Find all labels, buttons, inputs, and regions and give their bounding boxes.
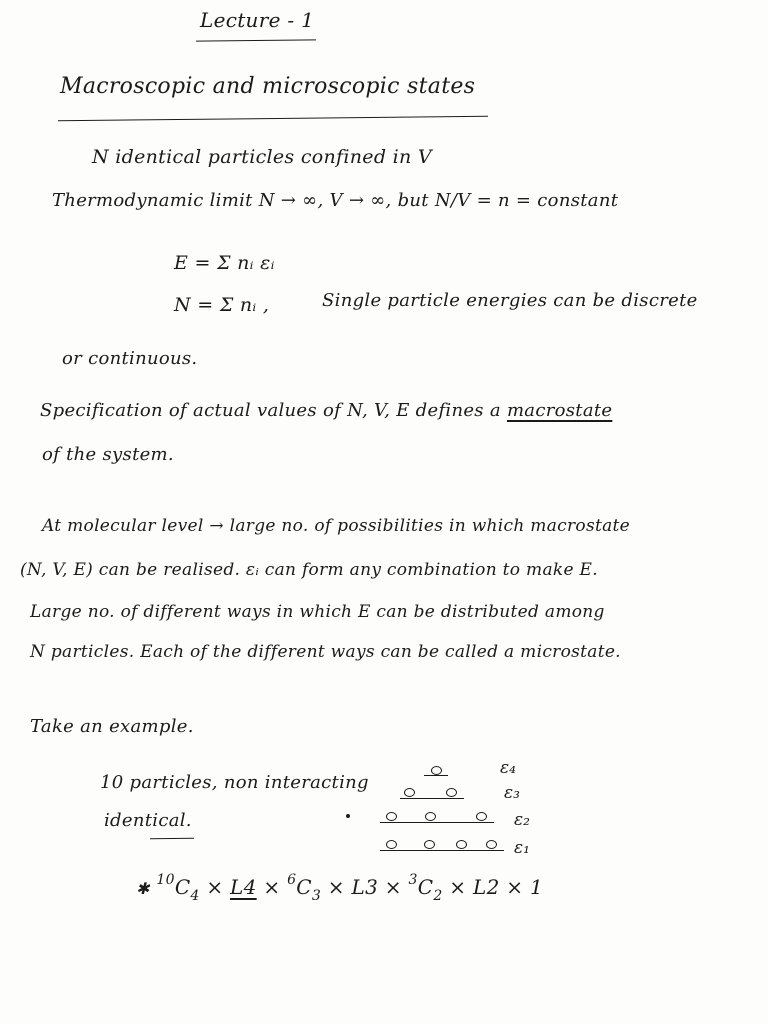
particle xyxy=(476,812,487,821)
formula-c2: C xyxy=(296,875,312,899)
example-line-1: 10 particles, non interacting xyxy=(100,772,369,793)
text-line-3: or continuous. xyxy=(62,348,198,369)
particle xyxy=(424,840,435,849)
text-line-4 xyxy=(40,400,612,421)
star-mark: ✱ xyxy=(136,879,150,898)
formula-last-term: 1 xyxy=(530,875,544,899)
energy-note: Single particle energies can be discrete xyxy=(322,290,698,311)
energy-label-3: ε₃ xyxy=(504,783,520,803)
formula-r3: 2 xyxy=(433,888,443,904)
title-underline xyxy=(58,116,488,122)
energy-equation: E = Σ nᵢ εᵢ xyxy=(174,252,275,274)
particle xyxy=(404,788,415,797)
particle xyxy=(431,766,442,775)
page-title: Macroscopic and microscopic states xyxy=(60,74,476,99)
particle xyxy=(486,840,497,849)
energy-level-3 xyxy=(400,798,464,799)
formula-n1: 10 xyxy=(156,872,175,888)
text-line-8: Large no. of different ways in which E can be distributed among xyxy=(30,602,605,622)
times-4: × xyxy=(384,875,402,899)
macrostate-definition: Specification of actual values of N, V, E defines a xyxy=(40,400,501,421)
text-line-5: of the system. xyxy=(42,444,174,465)
text-line-7: (N, V, E) can be realised. εᵢ can form any combination to make E. xyxy=(20,560,598,580)
times-1: × xyxy=(206,875,224,899)
times-2: × xyxy=(263,875,281,899)
formula-n3: 3 xyxy=(408,872,418,888)
times-6: × xyxy=(506,875,524,899)
formula-r1: 4 xyxy=(190,888,200,904)
example-underline xyxy=(150,838,194,839)
formula-factorial-3: L2 xyxy=(472,875,500,899)
particle xyxy=(425,812,436,821)
text-line-10: Take an example. xyxy=(30,716,194,737)
energy-level-4 xyxy=(424,775,448,776)
particle xyxy=(386,812,397,821)
energy-level-1 xyxy=(380,850,504,851)
text-line-2: Thermodynamic limit N → ∞, V → ∞, but N/V = n = constant xyxy=(52,190,619,211)
macrostate-term: macrostate xyxy=(506,400,613,421)
energy-level-2 xyxy=(380,822,494,823)
text-line-1: N identical particles confined in V xyxy=(92,146,432,168)
microstate-count-formula xyxy=(136,872,543,904)
times-3: × xyxy=(327,875,345,899)
energy-label-1: ε₁ xyxy=(514,838,530,858)
text-line-6: At molecular level → large no. of possibilities in which macrostate xyxy=(42,516,631,536)
formula-c1: C xyxy=(174,875,191,899)
particle xyxy=(456,840,467,849)
particle xyxy=(446,788,457,797)
times-5: × xyxy=(449,875,467,899)
text-line-9: N particles. Each of the different ways can be called a microstate. xyxy=(30,642,621,662)
lecture-heading: Lecture - 1 xyxy=(200,8,315,32)
particle xyxy=(386,840,397,849)
formula-c3: C xyxy=(417,875,434,899)
formula-factorial-2: L3 xyxy=(351,875,379,899)
energy-label-4: ε₄ xyxy=(500,758,516,778)
formula-n2: 6 xyxy=(287,872,297,888)
formula-factorial-1: L4 xyxy=(230,875,257,899)
bullet-dot xyxy=(346,814,350,818)
energy-label-2: ε₂ xyxy=(514,810,530,830)
formula-r2: 3 xyxy=(311,888,322,904)
example-line-2: identical. xyxy=(104,810,192,831)
number-equation: N = Σ nᵢ , xyxy=(174,294,270,316)
heading-underline xyxy=(196,39,316,41)
